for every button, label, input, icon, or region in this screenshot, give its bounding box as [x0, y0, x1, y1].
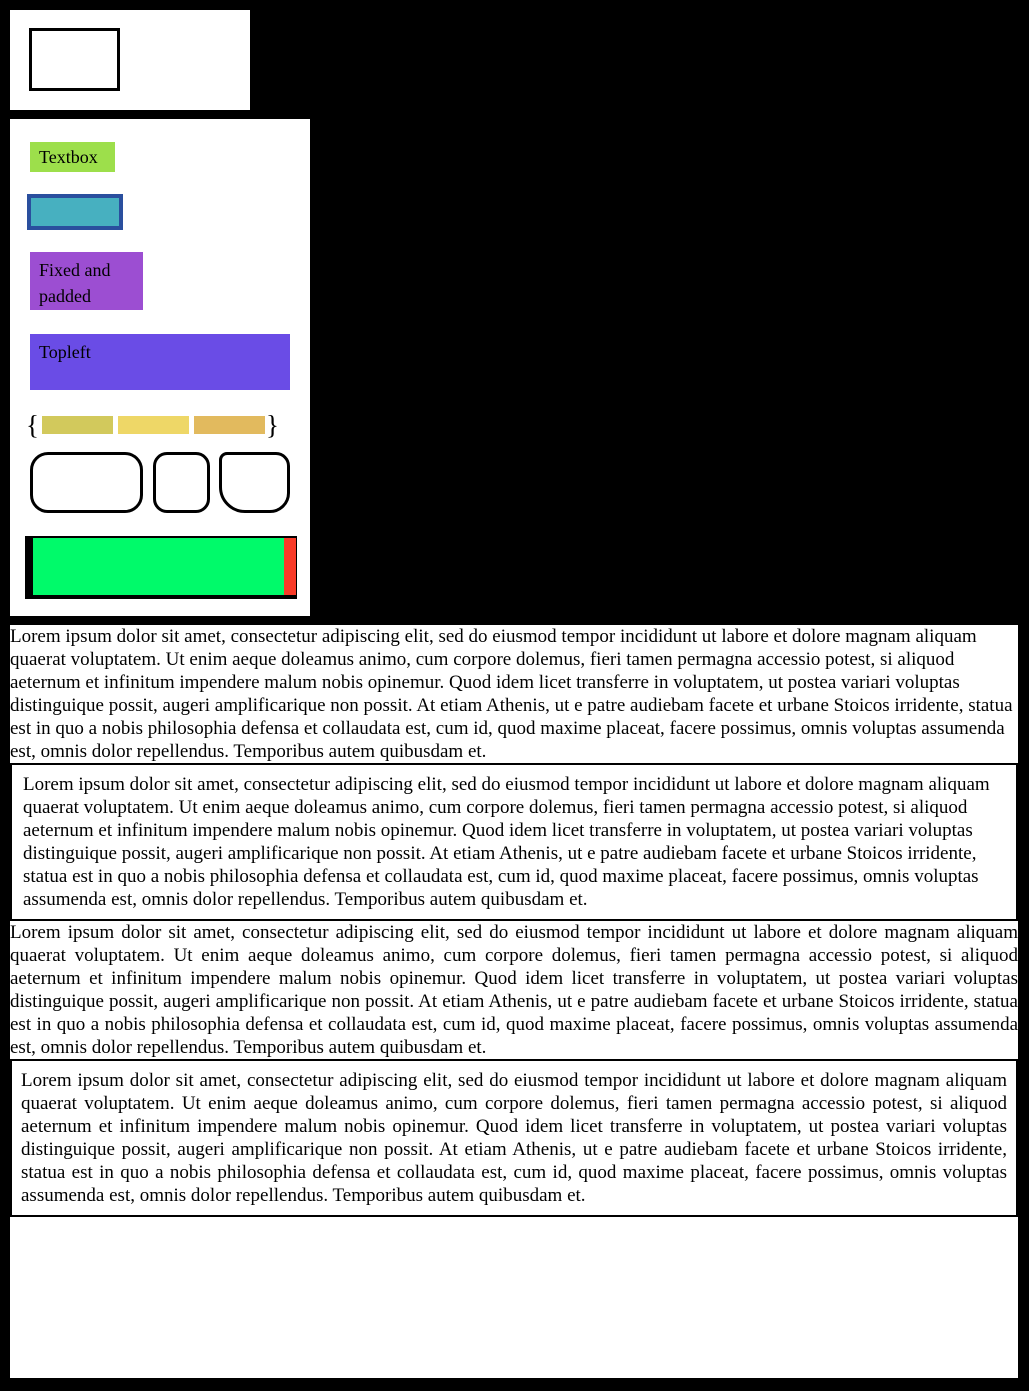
textbox-widget[interactable]: Textbox [30, 142, 115, 172]
paragraph-bordered: Lorem ipsum dolor sit amet, consectetur adipiscing elit, sed do eiusmod tempor incididunt ut labore et dolore magnam aliquam quaerat voluptatem. Ut enim aeque doleamus animo, cum corpore dolemus, fieri tamen permagna accessio potest, si aliquod aeternum et infinitum impendere malum nobis opinemur. Quod idem licet transferre in voluptatem, ut postea variari voluptas distinguique possit, augeri amplificarique non possit. At etiam Athenis, ut e patre audiebam facete et urbane Stoicos irridente, statua est in quo a nobis philosophia defensa et collaudata est, cum id, quod maxime placeat, facere possimus, omnis voluptas assumenda est, omnis dolor repellendus. Temporibus autem quibusdam et. [10, 763, 1018, 921]
progress-meter [25, 536, 297, 599]
rounded-box-small [153, 452, 210, 513]
gold-chip [194, 416, 265, 434]
close-brace: } [265, 410, 279, 440]
brace-chip-row [26, 407, 294, 443]
document-page [10, 625, 1018, 1378]
teal-text-input[interactable] [27, 194, 123, 230]
fixed-padded-box: Fixed and padded [30, 252, 143, 310]
yellow-chip [118, 416, 189, 434]
top-panel [10, 10, 250, 110]
widget-panel [10, 119, 310, 616]
paragraph-plain: Lorem ipsum dolor sit amet, consectetur adipiscing elit, sed do eiusmod tempor incididunt ut labore et dolore magnam aliquam quaerat voluptatem. Ut enim aeque doleamus animo, cum corpore dolemus, fieri tamen permagna accessio potest, si aliquod aeternum et infinitum impendere malum nobis opinemur. Quod idem licet transferre in voluptatem, ut postea variari voluptas distinguique possit, augeri amplificarique non possit. At etiam Athenis, ut e patre audiebam facete et urbane Stoicos irridente, statua est in quo a nobis philosophia defensa et collaudata est, cum id, quod maxime placeat, facere possimus, omnis voluptas assumenda est, omnis dolor repellendus. Temporibus autem quibusdam et. [10, 626, 1013, 762]
topleft-box: Topleft [30, 334, 290, 390]
rounded-box-mixed-corners [219, 452, 290, 513]
rounded-box-large [30, 452, 143, 513]
black-bordered-box [29, 28, 120, 91]
rounded-box-row [30, 452, 292, 513]
meter-value-bar [33, 538, 284, 595]
paragraph-bordered-justified: Lorem ipsum dolor sit amet, consectetur adipiscing elit, sed do eiusmod tempor incididunt ut labore et dolore magnam aliquam quaerat voluptatem. Ut enim aeque doleamus animo, cum corpore dolemus, fieri tamen permagna accessio potest, si aliquod aeternum et infinitum impendere malum nobis opinemur. Quod idem licet transferre in voluptatem, ut postea variari voluptas distinguique possit, augeri amplificarique non possit. At etiam Athenis, ut e patre audiebam facete et urbane Stoicos irridente, statua est in quo a nobis philosophia defensa et collaudata est, cum id, quod maxime placeat, facere possimus, omnis voluptas assumenda est, omnis dolor repellendus. Temporibus autem quibusdam et. [10, 1059, 1018, 1217]
meter-remainder-bar [284, 538, 296, 595]
paragraph-justified: Lorem ipsum dolor sit amet, consectetur adipiscing elit, sed do eiusmod tempor incididunt ut labore et dolore magnam aliquam quaerat voluptatem. Ut enim aeque doleamus animo, cum corpore dolemus, fieri tamen permagna accessio potest, si aliquod aeternum et infinitum impendere malum nobis opinemur. Quod idem licet transferre in voluptatem, ut postea variari voluptas distinguique possit, augeri amplificarique non possit. At etiam Athenis, ut e patre audiebam facete et urbane Stoicos irridente, statua est in quo a nobis philosophia defensa et collaudata est, cum id, quod maxime placeat, facere possimus, omnis voluptas assumenda est, omnis dolor repellendus. Temporibus autem quibusdam et. [10, 922, 1018, 1058]
khaki-chip [42, 416, 113, 434]
open-brace: { [26, 410, 39, 440]
